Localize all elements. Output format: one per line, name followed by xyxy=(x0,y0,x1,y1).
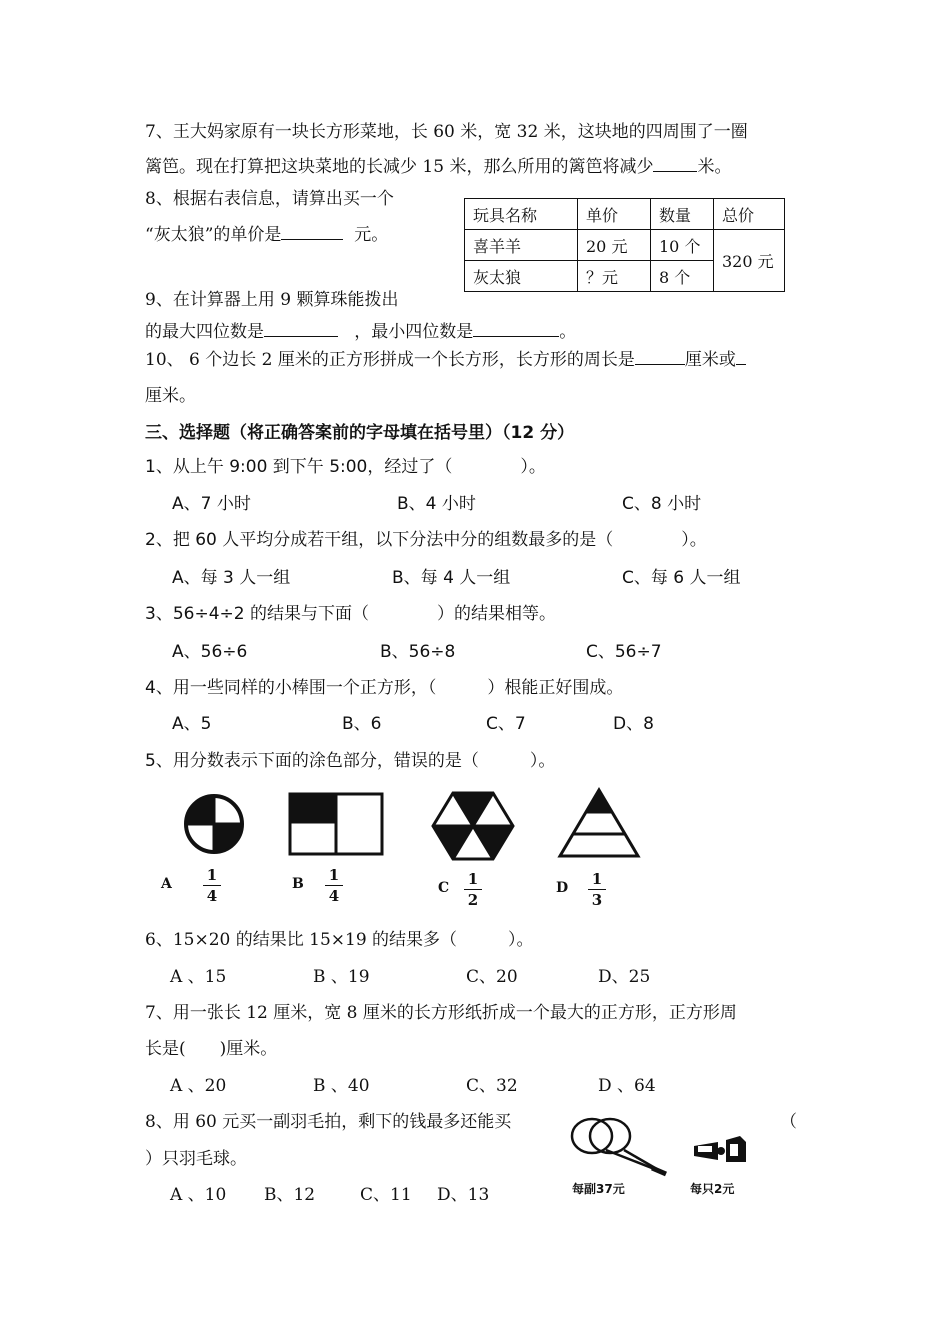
q9-line2 xyxy=(145,320,576,343)
mc-q8-line2: ）只羽毛球。 xyxy=(145,1149,247,1169)
fraction xyxy=(461,870,485,909)
mc-option: C、11 xyxy=(360,1185,412,1205)
fraction-denominator: 2 xyxy=(467,891,479,909)
figure-label: D xyxy=(556,880,569,896)
mc-option: B、4 小时 xyxy=(397,494,476,514)
shuttlecock-icon xyxy=(690,1134,752,1168)
figure-d-triangle xyxy=(556,786,642,860)
table-cell: 10 个 xyxy=(651,230,714,261)
section3-title: 三、选择题（将正确答案前的字母填在括号里）（12 分） xyxy=(145,423,575,443)
figure-label: A xyxy=(161,876,172,892)
table-header-row xyxy=(465,199,785,230)
mc-option: C、20 xyxy=(466,967,518,987)
fraction-numerator: 1 xyxy=(328,866,340,884)
table-cell: 喜羊羊 xyxy=(465,230,578,261)
fraction-bar xyxy=(325,885,343,886)
answer-blank xyxy=(281,223,343,240)
mc-option: C、8 小时 xyxy=(622,494,702,514)
table-cell: ？元 xyxy=(578,261,651,292)
figure-b-rectangle xyxy=(288,792,386,858)
mc-option: A、56÷6 xyxy=(172,642,248,662)
table-header: 总价 xyxy=(714,199,785,230)
mc-option: C、每 6 人一组 xyxy=(622,568,741,588)
table-row xyxy=(465,230,785,261)
fraction-numerator: 1 xyxy=(467,870,479,888)
q9-line1: 9、在计算器上用 9 颗算珠能拨出 xyxy=(145,290,399,310)
fraction-denominator: 4 xyxy=(206,887,218,905)
mc-option: D、13 xyxy=(437,1185,490,1205)
fraction-numerator: 1 xyxy=(591,870,603,888)
table-header: 单价 xyxy=(578,199,651,230)
mc-option: B、12 xyxy=(264,1185,316,1205)
mc-option: A 、10 xyxy=(170,1185,227,1205)
badminton-racket-icon xyxy=(566,1112,670,1178)
mc-option: B、56÷8 xyxy=(380,642,456,662)
mc-option: A、每 3 人一组 xyxy=(172,568,291,588)
table-header: 玩具名称 xyxy=(465,199,578,230)
q8-text: “灰太狼”的单价是 xyxy=(145,225,282,245)
mc-q5: 5、用分数表示下面的涂色部分，错误的是（ ）。 xyxy=(145,751,556,771)
fraction xyxy=(200,866,224,905)
mc-option: B 、19 xyxy=(313,967,370,987)
figure-label: B xyxy=(292,876,304,892)
fraction xyxy=(322,866,346,905)
mc-q1: 1、从上午 9:00 到下午 5:00，经过了（ ）。 xyxy=(145,457,546,477)
answer-blank xyxy=(653,155,697,172)
q9-text-a: 的最大四位数是 xyxy=(145,322,264,342)
mc-option: B、每 4 人一组 xyxy=(392,568,511,588)
fraction-bar xyxy=(588,889,606,890)
answer-blank xyxy=(736,348,746,365)
fraction-denominator: 3 xyxy=(591,891,603,909)
shuttlecock-price-caption: 每只2元 xyxy=(690,1182,735,1196)
mc-option: B、6 xyxy=(342,714,382,734)
q10-text: 10、 6 个边长 2 厘米的正方形拼成一个长方形，长方形的周长是 xyxy=(145,350,635,370)
mc-option: D 、64 xyxy=(598,1076,656,1096)
mc-q4: 4、用一些同样的小棒围一个正方形，（ ）根能正好围成。 xyxy=(145,678,624,698)
mc-q3: 3、56÷4÷2 的结果与下面（ ）的结果相等。 xyxy=(145,604,556,624)
fraction-bar xyxy=(203,885,221,886)
table-cell-total: 320 元 xyxy=(714,230,785,292)
q7-unit: 米。 xyxy=(697,157,732,177)
mc-q7-line2: 长是( )厘米。 xyxy=(145,1039,278,1059)
table-cell: 灰太狼 xyxy=(465,261,578,292)
mc-option: A 、15 xyxy=(170,967,227,987)
table-cell: 20 元 xyxy=(578,230,651,261)
fraction xyxy=(585,870,609,909)
mc-option: A 、20 xyxy=(170,1076,227,1096)
figure-c-hexagon xyxy=(430,790,516,862)
mc-option: A、5 xyxy=(172,714,212,734)
fraction-denominator: 4 xyxy=(328,887,340,905)
q9-end: 。 xyxy=(559,322,577,342)
table-cell: 8 个 xyxy=(651,261,714,292)
mc-option: C、7 xyxy=(486,714,526,734)
mc-q8-paren: （ xyxy=(780,1112,797,1132)
answer-blank xyxy=(635,348,685,365)
toy-price-table xyxy=(464,198,785,292)
q9-text-b: ，最小四位数是 xyxy=(354,322,474,342)
answer-blank xyxy=(264,320,338,337)
fraction-bar xyxy=(464,889,482,890)
racket-price-caption: 每副37元 xyxy=(572,1182,625,1196)
table-header: 数量 xyxy=(651,199,714,230)
mc-option: A、7 小时 xyxy=(172,494,251,514)
mc-q8-line1: 8、用 60 元买一副羽毛拍，剩下的钱最多还能买 xyxy=(145,1112,512,1132)
mc-option: D、25 xyxy=(598,967,651,987)
mc-option: D、8 xyxy=(613,714,654,734)
q8-line2 xyxy=(145,223,388,246)
q10-mid: 厘米或 xyxy=(684,350,736,370)
mc-q6: 6、15×20 的结果比 15×19 的结果多（ ）。 xyxy=(145,930,534,950)
fraction-numerator: 1 xyxy=(206,866,218,884)
q10-line1 xyxy=(145,348,746,371)
answer-blank xyxy=(473,320,559,337)
q8-line1: 8、根据右表信息，请算出买一个 xyxy=(145,189,394,209)
mc-q7-line1: 7、用一张长 12 厘米，宽 8 厘米的长方形纸折成一个最大的正方形，正方形周 xyxy=(145,1003,737,1023)
mc-option: B 、40 xyxy=(313,1076,370,1096)
mc-option: C、56÷7 xyxy=(586,642,662,662)
q7-line1: 7、王大妈家原有一块长方形菜地，长 60 米，宽 32 米，这块地的四周围了一圈 xyxy=(145,122,748,142)
mc-option: C、32 xyxy=(466,1076,518,1096)
mc-q2: 2、把 60 人平均分成若干组，以下分法中分的组数最多的是（ ）。 xyxy=(145,530,707,550)
q7-text: 篱笆。现在打算把这块菜地的长减少 15 米，那么所用的篱笆将减少 xyxy=(145,157,654,177)
q8-unit: 元。 xyxy=(354,225,389,245)
figure-label: C xyxy=(438,880,450,896)
q7-line2 xyxy=(145,155,731,178)
figure-a-circle xyxy=(180,790,250,858)
q10-line2: 厘米。 xyxy=(145,386,196,406)
